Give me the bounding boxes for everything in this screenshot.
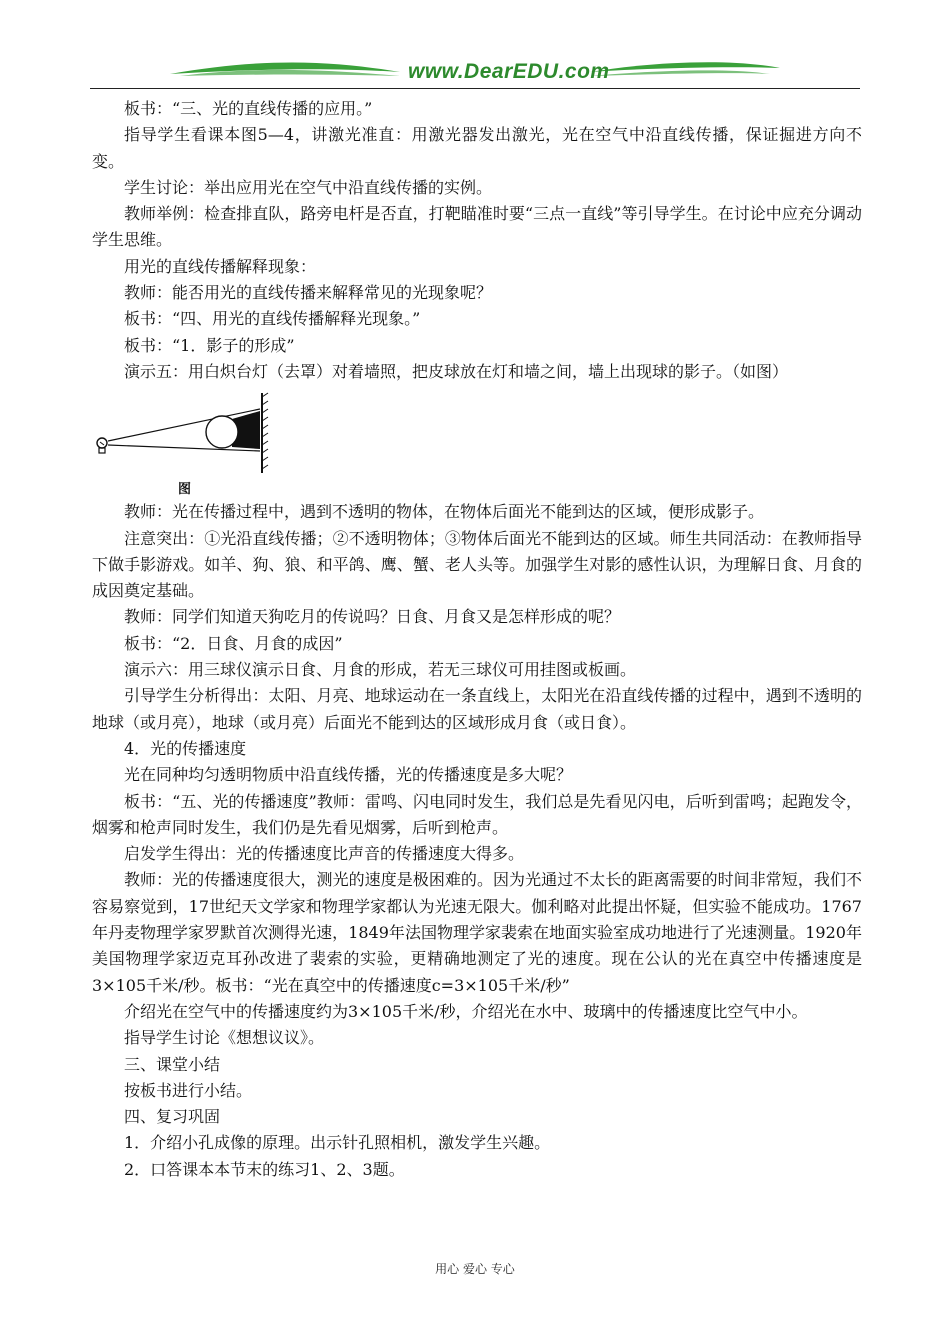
paragraph: 注意突出：①光沿直线传播；②不透明物体；③物体后面光不能到达的区域。师生共同活动：在教师指导下做手影游戏。如羊、狗、狼、和平鸽、鹰、蟹、老人头等。加强学生对影的感性认识，为理解日食、月食的成因奠定基础。 <box>92 528 862 601</box>
figure-caption: 图 <box>178 482 192 498</box>
paragraph: 2．口答课本本节末的练习1、2、3题。 <box>124 1159 405 1179</box>
bulb-icon <box>97 438 107 453</box>
paragraph: 演示五：用白炽台灯（去罩）对着墙照，把皮球放在灯和墙之间，墙上出现球的影子。（如图） <box>124 361 789 381</box>
header-divider <box>90 88 860 89</box>
paragraph: 用光的直线传播解释现象： <box>124 256 317 276</box>
paragraph: 三、课堂小结 <box>124 1054 221 1074</box>
page-footer: 用心 爱心 专心 <box>435 1262 515 1276</box>
paragraph: 指导学生讨论《想想议议》。 <box>124 1028 325 1048</box>
paragraph: 介绍光在空气中的传播速度约为3×105千米/秒，介绍光在水中、玻璃中的传播速度比空气中小。 <box>124 1001 808 1021</box>
paragraph: 板书：“四、用光的直线传播解释光现象。” <box>124 309 421 329</box>
document-body <box>92 96 862 1183</box>
paragraph: 教师：光的传播速度很大，测光的速度是极困难的。因为光通过不太长的距离需要的时间非常短，我们不容易察觉到，17世纪天文学家和物理学家都认为光速无限大。伽利略对此提出怀疑，但实验不能成功。1767年丹麦物理学家罗默首次测得光速，1849年法国物理学家裴索在地面实验室成功地进行了光速测量。1920年美国物理学家迈克耳孙改进了裴索的实验，更精确地测定了光的速度。现在公认的光在真空中传播速度是3×105千米/秒。板书：“光在真空中的传播速度c=3×105千米/秒” <box>92 870 862 995</box>
site-logo-text: www.DearEDU.com <box>408 60 610 83</box>
paragraph: 教师：光在传播过程中，遇到不透明的物体，在物体后面光不能到达的区域，便形成影子。 <box>124 502 765 522</box>
wall-icon <box>262 393 268 473</box>
paragraph: 4．光的传播速度 <box>124 738 247 758</box>
paragraph: 启发学生得出：光的传播速度比声音的传播速度大得多。 <box>124 844 525 864</box>
page-header <box>90 52 860 92</box>
paragraph: 教师：同学们知道天狗吃月的传说吗？日食、月食又是怎样形成的呢？ <box>124 607 621 627</box>
paragraph: 四、复习巩固 <box>124 1107 221 1127</box>
paragraph: 板书：“2．日食、月食的成因” <box>124 633 343 653</box>
paragraph: 教师举例：检查排直队，路旁电杆是否直，打靶瞄准时要“三点一直线”等引导学生。在讨论中应充分调动学生思维。 <box>92 204 862 250</box>
paragraph: 引导学生分析得出：太阳、月亮、地球运动在一条直线上，太阳光在沿直线传播的过程中，遇到不透明的地球（或月亮），地球（或月亮）后面光不能到达的区域形成月食（或日食）。 <box>92 686 862 732</box>
paragraph: 指导学生看课本图5—4，讲激光准直：用激光器发出激光，光在空气中沿直线传播，保证掘进方向不变。 <box>92 125 862 171</box>
paragraph: 学生讨论：举出应用光在空气中沿直线传播的实例。 <box>124 177 493 197</box>
paragraph: 板书：“三、光的直线传播的应用。” <box>124 99 373 118</box>
ball-icon <box>206 416 238 448</box>
lamp-ball-wall-diagram <box>92 389 282 489</box>
paragraph: 按板书进行小结。 <box>124 1080 253 1100</box>
shadow-figure <box>92 389 862 499</box>
paragraph: 板书：“五、光的传播速度”教师：雷鸣、闪电同时发生，我们总是先看见闪电，后听到雷鸣；起跑发令，烟雾和枪声同时发生，我们仍是先看见烟雾，后听到枪声。 <box>92 791 862 837</box>
paragraph: 板书：“1．影子的形成” <box>124 335 295 355</box>
paragraph: 教师：能否用光的直线传播来解释常见的光现象呢？ <box>124 283 493 303</box>
paragraph: 1．介绍小孔成像的原理。出示针孔照相机，激发学生兴趣。 <box>124 1133 551 1153</box>
paragraph: 光在同种均匀透明物质中沿直线传播，光的传播速度是多大呢？ <box>124 765 573 785</box>
paragraph: 演示六：用三球仪演示日食、月食的形成，若无三球仪可用挂图或板画。 <box>124 660 637 680</box>
